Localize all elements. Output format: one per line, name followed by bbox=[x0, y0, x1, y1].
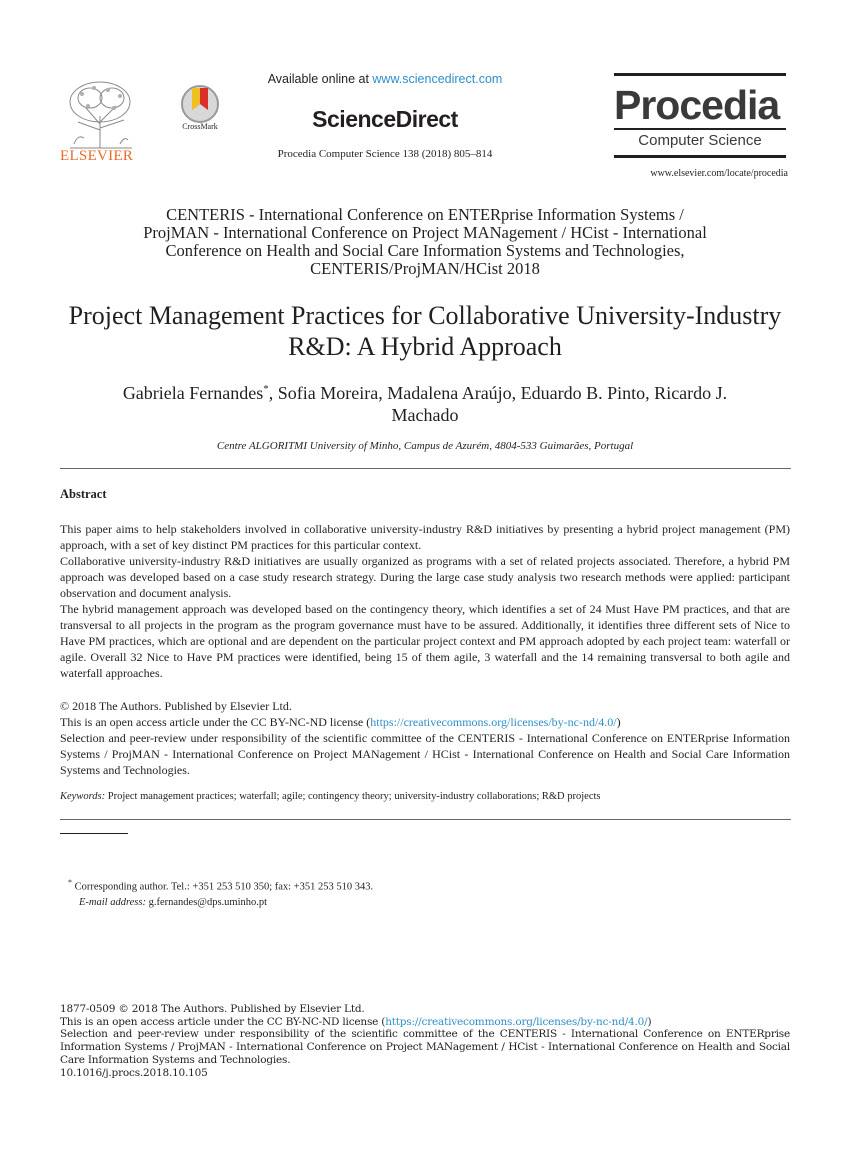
bottom-license-link[interactable]: https://creativecommons.org/licenses/by-nc-nd/4.0/ bbox=[385, 1015, 648, 1028]
bottom-license-prefix: This is an open access article under the CC BY-NC-ND license ( bbox=[60, 1015, 386, 1028]
keywords-text: Project management practices; waterfall; agile; contingency theory; university-industry collaborations; R&D projects bbox=[105, 791, 601, 802]
issn: 1877-0509 © 2018 The Authors. Published by Elsevier Ltd. bbox=[60, 1003, 365, 1015]
footnote-mark: * bbox=[68, 878, 72, 887]
available-online bbox=[240, 72, 530, 86]
sciencedirect-link[interactable]: www.sciencedirect.com bbox=[372, 72, 503, 86]
license-suffix: ) bbox=[616, 715, 621, 729]
doi[interactable]: 10.1016/j.procs.2018.10.105 bbox=[60, 1066, 208, 1079]
procedia-logo: Procedia bbox=[614, 82, 780, 128]
paper-title bbox=[50, 300, 800, 362]
procedia-mid-rule bbox=[614, 128, 786, 130]
elsevier-wordmark: ELSEVIER bbox=[60, 148, 134, 164]
abstract-paragraph: The hybrid management approach was developed based on the contingency theory, which identifies a set of 24 Must Have PM practices, and that are transversal to all projects in the program as the program governance must have to be assured. Additionally, it identifies three different sets of Nice to Have PM practices, which are optional and are dependent on the particular project context and PM approach adopted by each project team: waterfall or agile. Overall 32 Nice to Have PM practices were identified, being 15 of them agile, 3 waterfall and the 14 remaining transversal to both agile and waterfall approaches. bbox=[60, 602, 790, 680]
available-prefix: Available online at bbox=[267, 72, 373, 86]
license-prefix: This is an open access article under the CC BY-NC-ND license ( bbox=[60, 715, 371, 729]
corresponding-mark: * bbox=[263, 383, 269, 395]
keywords-label: Keywords: bbox=[60, 791, 106, 802]
abstract-paragraph: Collaborative university-industry R&D initiatives are usually organized as programs with a set of related projects associated. Therefore, a hybrid PM approach was developed based on a case study research strategy. During the large case study analysis two research methods were applied: participant observation and document analysis. bbox=[60, 554, 790, 600]
author-rest: , Sofia Moreira, Madalena Araújo, Eduardo B. Pinto, Ricardo J. bbox=[268, 383, 728, 403]
conference-line: Conference on Health and Social Care Information Systems and Technologies, bbox=[165, 241, 685, 260]
header-divider bbox=[60, 468, 791, 469]
conference-line: ProjMAN - International Conference on Project MANagement / HCist - International bbox=[143, 223, 707, 242]
keywords bbox=[60, 791, 790, 802]
email-label: E-mail address: bbox=[79, 896, 146, 908]
procedia-top-rule bbox=[614, 73, 786, 76]
peer-review: Selection and peer-review under responsibility of the scientific committee of the CENTERIS - International Conference on ENTERprise Information Systems / ProjMAN - International Conference on Project MANagement / HCist - International Conference on Health and Social Care Information Systems and Technologies. bbox=[60, 731, 790, 777]
sciencedirect-brand: ScienceDirect bbox=[312, 106, 458, 132]
author-line2: Machado bbox=[391, 405, 459, 425]
bottom-peer-review: Selection and peer-review under responsibility of the scientific committee of the CENTERIS - International Conference on ENTERprise Information Systems / ProjMAN - International Conference on Project MANagement / HCist - International Conference on Health and Social Care Information Systems and Technologies. bbox=[60, 1028, 790, 1066]
procedia-bottom-rule bbox=[614, 155, 786, 158]
affiliation: Centre ALGORITMI University of Minho, Campus de Azurém, 4804-533 Guimarães, Portugal bbox=[216, 440, 634, 452]
copyright: © 2018 The Authors. Published by Elsevier Ltd. bbox=[60, 699, 292, 713]
procedia-subtitle: Computer Science bbox=[638, 132, 762, 149]
conference-name bbox=[60, 206, 790, 278]
abstract-heading: Abstract bbox=[60, 487, 107, 501]
abstract-body bbox=[60, 521, 790, 681]
corresponding-author: Corresponding author. Tel.: +351 253 510 350; fax: +351 253 510 343. bbox=[72, 881, 374, 893]
abstract-paragraph: This paper aims to help stakeholders involved in collaborative university-industry R&D initiatives by presenting a hybrid project management (PM) approach, with a set of key distinct PM practices for this particular context. bbox=[60, 522, 790, 552]
title-line: Project Management Practices for Collaborative University-Industry bbox=[68, 301, 782, 330]
conference-line: CENTERIS/ProjMAN/HCist 2018 bbox=[310, 259, 540, 278]
conference-line: CENTERIS - International Conference on ENTERprise Information Systems / bbox=[166, 205, 684, 224]
author-first: Gabriela Fernandes bbox=[122, 383, 264, 403]
license-link[interactable]: https://creativecommons.org/licenses/by-nc-nd/4.0/ bbox=[370, 715, 617, 729]
bottom-license-suffix: ) bbox=[647, 1015, 652, 1028]
footnote bbox=[68, 875, 768, 910]
abstract-divider bbox=[60, 819, 791, 820]
license-block bbox=[60, 698, 790, 778]
email-address[interactable]: g.fernandes@dps.uminho.pt bbox=[145, 896, 268, 908]
crossmark-label: CrossMark bbox=[182, 122, 218, 131]
title-line: R&D: A Hybrid Approach bbox=[288, 332, 562, 361]
footnote-rule bbox=[60, 833, 128, 834]
journal-reference: Procedia Computer Science 138 (2018) 805–814 bbox=[277, 148, 493, 160]
bottom-notice bbox=[60, 1003, 790, 1079]
author-list bbox=[60, 378, 790, 426]
journal-url[interactable]: www.elsevier.com/locate/procedia bbox=[650, 168, 788, 179]
